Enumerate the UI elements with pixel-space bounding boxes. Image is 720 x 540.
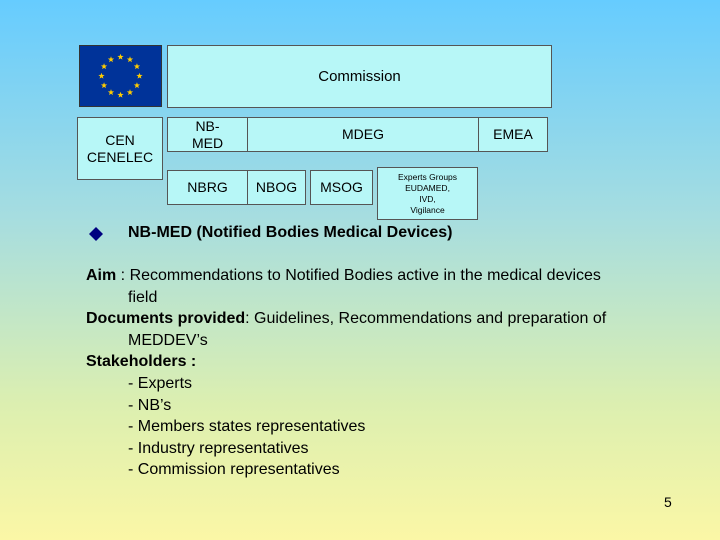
flag-star (101, 63, 107, 69)
commission-box (167, 45, 552, 108)
nb-med-box (167, 117, 248, 152)
section-heading: NB-MED (Notified Bodies Medical Devices) (128, 224, 453, 241)
flag-star (117, 92, 123, 98)
flag-star (117, 54, 123, 60)
flag-star (127, 56, 133, 62)
mdeg-label: MDEG (342, 126, 384, 142)
nbrg-box (167, 170, 248, 205)
nb-med-label: NB- MED (191, 117, 224, 151)
flag-star (134, 63, 140, 69)
flag-star (127, 89, 133, 95)
flag-star (108, 56, 114, 62)
stakeholder-item: - Industry representatives (128, 439, 309, 457)
nbog-box (247, 170, 306, 205)
aim-label: Aim (86, 267, 117, 284)
aim-line (86, 265, 686, 287)
emea-label: EMEA (493, 126, 533, 142)
stakeholders-label: Stakeholders : (86, 353, 197, 371)
flag-star (108, 89, 114, 95)
docs-label: Documents provided (86, 310, 246, 328)
docs-line-cont: MEDDEV’s (128, 331, 208, 349)
stakeholder-item: - Experts (128, 374, 193, 392)
msog-label: MSOG (320, 179, 363, 195)
msog-box (310, 170, 373, 205)
emea-box (478, 117, 548, 152)
eu-flag-icon (79, 45, 162, 107)
experts-groups-label: Experts Groups EUDAMED, IVD, Vigilance (397, 171, 458, 215)
flag-star (136, 73, 142, 79)
flag-star (98, 73, 104, 79)
docs-line (86, 308, 686, 330)
page-number: 5 (664, 494, 672, 510)
cen-cenelec-box (77, 117, 163, 180)
experts-groups-box (377, 167, 478, 220)
commission-label: Commission (318, 68, 401, 85)
nbog-label: NBOG (255, 179, 298, 195)
section-body (86, 265, 686, 481)
aim-text: : Recommendations to Notified Bodies active in the medical devices (116, 267, 601, 284)
stakeholder-item: - Commission representatives (128, 461, 340, 479)
diamond-bullet-icon (88, 226, 104, 242)
mdeg-box (247, 117, 479, 152)
flag-star (134, 82, 140, 88)
docs-text: : Guidelines, Recommendations and preparation of (245, 310, 607, 328)
stakeholder-item: - Members states representatives (128, 418, 366, 436)
nbrg-label: NBRG (187, 179, 228, 195)
aim-line-cont: field (128, 288, 158, 306)
cen-cenelec-label: CEN CENELEC (86, 131, 154, 165)
flag-star (101, 82, 107, 88)
stakeholder-item: - NB’s (128, 396, 172, 414)
